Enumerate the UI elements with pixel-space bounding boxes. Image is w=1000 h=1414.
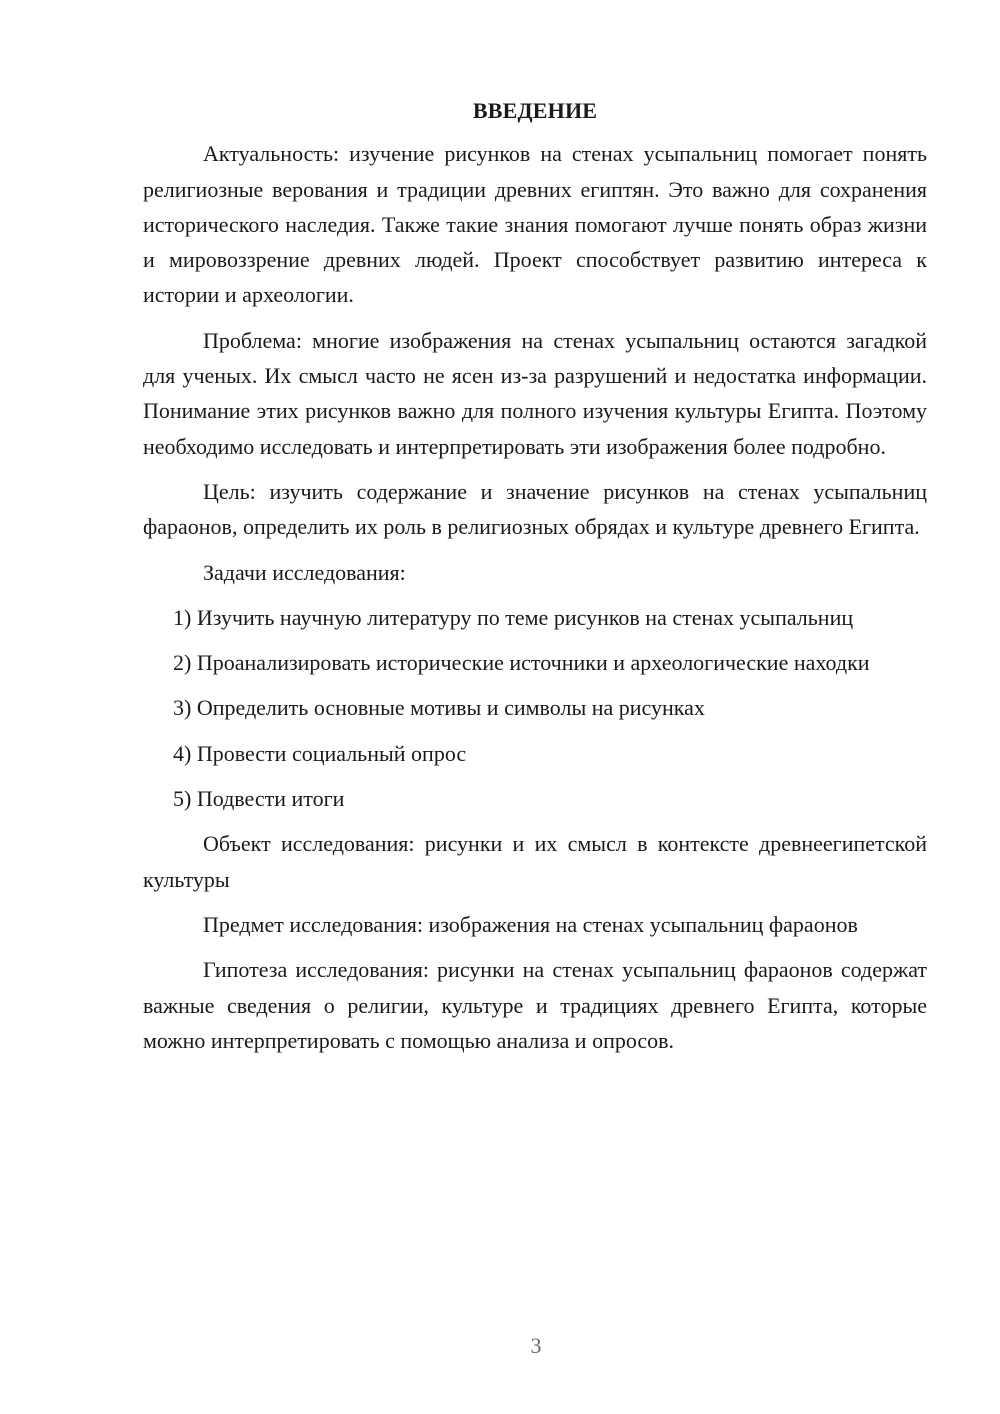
tasks-list [143,600,927,816]
task-item: 4) Провести социальный опрос [173,740,467,766]
task-item: 2) Проанализировать исторические источники и археологические находки [173,650,870,676]
object-paragraph: Объект исследования: рисунки и их смысл в контексте древнеегипетской культуры [143,831,927,892]
subject-paragraph: Предмет исследования: изображения на стенах усыпальниц фараонов [203,911,858,937]
relevance-paragraph: Актуальность: изучение рисунков на стенах усыпальниц помогает понять религиозные верования и традиции древних египтян. Это важно для сохранения исторического наследия. Также такие знания помогают лучше понять образ жизни и мировоззрение древних людей. Проект способствует развитию интереса к истории и археологии. [143,141,927,308]
page-content [143,93,927,1068]
task-item: 5) Подвести итоги [173,786,345,812]
page-number: 3 [530,1333,542,1358]
hypothesis-paragraph: Гипотеза исследования: рисунки на стенах усыпальниц фараонов содержат важные сведения о религии, культуре и традициях древнего Египта, которые можно интерпретировать с помощью анализа и опросов. [143,957,927,1053]
goal-paragraph: Цель: изучить содержание и значение рисунков на стенах усыпальниц фараонов, определить их роль в религиозных обрядах и культуре древнего Египта. [143,478,927,540]
section-heading: ВВЕДЕНИЕ [472,98,598,123]
task-item: 1) Изучить научную литературу по теме рисунков на стенах усыпальниц [173,604,854,630]
tasks-title: Задачи исследования: [203,559,406,585]
problem-paragraph: Проблема: многие изображения на стенах усыпальниц остаются загадкой для ученых. Их смысл часто не ясен из-за разрушений и недостатка информации. Понимание этих рисунков важно для полного изучения культуры Египта. Поэтому необходимо исследовать и интерпретировать эти изображения более подробно. [143,327,927,459]
task-item: 3) Определить основные мотивы и символы на рисунках [173,695,705,721]
